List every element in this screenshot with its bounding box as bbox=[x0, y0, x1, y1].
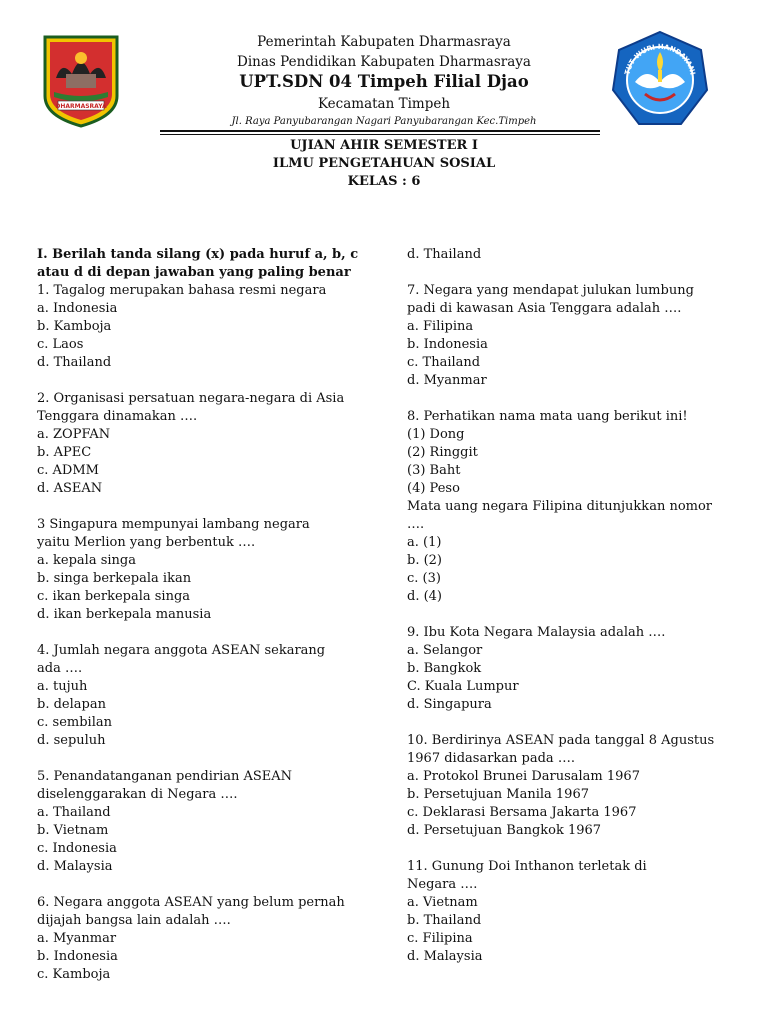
answer-option: d. (4) bbox=[407, 589, 443, 604]
header-divider-thick bbox=[160, 130, 600, 132]
question-text: padi di kawasan Asia Tenggara adalah …. bbox=[407, 301, 682, 316]
currency-item: (2) Ringgit bbox=[407, 445, 478, 460]
answer-option: b. Persetujuan Manila 1967 bbox=[407, 787, 589, 802]
answer-option: a. Myanmar bbox=[37, 931, 117, 946]
answer-option: b. Kamboja bbox=[37, 319, 112, 334]
answer-option: a. (1) bbox=[407, 535, 442, 550]
question-text: 3 Singapura mempunyai lambang negara bbox=[37, 517, 310, 532]
instruction-text: I. Berilah tanda silang (x) pada huruf a, b, c bbox=[37, 247, 359, 262]
question-text: …. bbox=[407, 517, 425, 532]
answer-option: b. Indonesia bbox=[407, 337, 488, 352]
answer-option: c. Deklarasi Bersama Jakarta 1967 bbox=[407, 805, 637, 820]
question-text: diselenggarakan di Negara …. bbox=[37, 787, 238, 802]
blank-line bbox=[407, 840, 747, 858]
answer-option: b. Thailand bbox=[407, 913, 482, 928]
answer-option: b. Indonesia bbox=[37, 949, 118, 964]
exam-title: UJIAN AHIR SEMESTER I bbox=[290, 138, 478, 153]
answer-option: b. delapan bbox=[37, 697, 106, 712]
answer-option: a. ZOPFAN bbox=[37, 427, 111, 442]
exam-class: KELAS : 6 bbox=[347, 174, 421, 189]
header-divider-thin bbox=[160, 134, 600, 135]
answer-option: d. Malaysia bbox=[37, 859, 113, 874]
question-text: ada …. bbox=[37, 661, 83, 676]
question-text: 1. Tagalog merupakan bahasa resmi negara bbox=[37, 283, 327, 298]
government-line: Pemerintah Kabupaten Dharmasraya bbox=[257, 34, 511, 50]
question-text: Tenggara dinamakan …. bbox=[37, 409, 198, 424]
answer-option: c. Laos bbox=[37, 337, 84, 352]
svg-text:DHARMASRAYA: DHARMASRAYA bbox=[55, 103, 107, 110]
answer-option: b. singa berkepala ikan bbox=[37, 571, 192, 586]
answer-option: a. Vietnam bbox=[407, 895, 478, 910]
answer-option: c. Kamboja bbox=[37, 967, 111, 982]
answer-option: c. sembilan bbox=[37, 715, 112, 730]
answer-option: d. Myanmar bbox=[407, 373, 487, 388]
answer-option: c. Filipina bbox=[407, 931, 473, 946]
blank-line bbox=[407, 714, 747, 732]
address-line: Jl. Raya Panyubarangan Nagari Panyubarangan Kec.Timpeh bbox=[231, 116, 537, 127]
school-name: UPT.SDN 04 Timpeh Filial Djao bbox=[239, 72, 529, 91]
svg-text:TUT WURI HANDAYANI: TUT WURI HANDAYANI bbox=[623, 42, 697, 76]
instruction-text: atau d di depan jawaban yang paling benar bbox=[37, 265, 351, 280]
answer-option: C. Kuala Lumpur bbox=[407, 679, 519, 694]
blank-line bbox=[407, 606, 747, 624]
questions-left-column bbox=[37, 246, 382, 984]
answer-option: d. sepuluh bbox=[37, 733, 106, 748]
question-text: 5. Penandatanganan pendirian ASEAN bbox=[37, 769, 293, 784]
question-text: 9. Ibu Kota Negara Malaysia adalah …. bbox=[407, 625, 666, 640]
answer-option: d. Singapura bbox=[407, 697, 492, 712]
answer-option: d. Thailand bbox=[407, 247, 482, 262]
blank-line bbox=[37, 372, 382, 390]
blank-line bbox=[37, 750, 382, 768]
answer-option: c. ikan berkepala singa bbox=[37, 589, 191, 604]
questions-right-column bbox=[407, 246, 747, 966]
answer-option: d. Malaysia bbox=[407, 949, 483, 964]
answer-option: c. (3) bbox=[407, 571, 441, 586]
question-text: 1967 didasarkan pada …. bbox=[407, 751, 575, 766]
answer-option: d. Thailand bbox=[37, 355, 112, 370]
question-text: 4. Jumlah negara anggota ASEAN sekarang bbox=[37, 643, 326, 658]
answer-option: c. Thailand bbox=[407, 355, 481, 370]
currency-item: (3) Baht bbox=[407, 463, 461, 478]
question-text: Negara …. bbox=[407, 877, 478, 892]
question-text: 10. Berdirinya ASEAN pada tanggal 8 Agustus bbox=[407, 733, 715, 748]
blank-line bbox=[37, 876, 382, 894]
answer-option: d. Persetujuan Bangkok 1967 bbox=[407, 823, 602, 838]
answer-option: a. Filipina bbox=[407, 319, 474, 334]
answer-option: a. Protokol Brunei Darusalam 1967 bbox=[407, 769, 640, 784]
answer-option: b. Bangkok bbox=[407, 661, 482, 676]
answer-option: a. kepala singa bbox=[37, 553, 136, 568]
currency-item: (4) Peso bbox=[407, 481, 460, 496]
currency-item: (1) Dong bbox=[407, 427, 465, 442]
answer-option: b. APEC bbox=[37, 445, 92, 460]
question-text: 6. Negara anggota ASEAN yang belum pernah bbox=[37, 895, 345, 910]
answer-option: a. Selangor bbox=[407, 643, 483, 658]
answer-option: b. Vietnam bbox=[37, 823, 109, 838]
exam-subject: ILMU PENGETAHUAN SOSIAL bbox=[272, 156, 496, 171]
answer-option: d. ikan berkepala manusia bbox=[37, 607, 212, 622]
answer-option: b. (2) bbox=[407, 553, 443, 568]
answer-option: a. Thailand bbox=[37, 805, 111, 820]
question-text: 8. Perhatikan nama mata uang berikut ini! bbox=[407, 409, 688, 424]
question-text: yaitu Merlion yang berbentuk …. bbox=[37, 535, 256, 550]
blank-line bbox=[37, 624, 382, 642]
question-text: 11. Gunung Doi Inthanon terletak di bbox=[407, 859, 647, 874]
answer-option: c. Indonesia bbox=[37, 841, 117, 856]
letterhead bbox=[0, 0, 768, 200]
answer-option: c. ADMM bbox=[37, 463, 99, 478]
answer-option: d. ASEAN bbox=[37, 481, 103, 496]
answer-option: a. tujuh bbox=[37, 679, 88, 694]
question-text: Mata uang negara Filipina ditunjukkan nomor bbox=[407, 499, 713, 514]
blank-line bbox=[407, 390, 747, 408]
blank-line bbox=[407, 264, 747, 282]
question-text: 7. Negara yang mendapat julukan lumbung bbox=[407, 283, 694, 298]
question-text: 2. Organisasi persatuan negara-negara di Asia bbox=[37, 391, 345, 406]
district-line: Kecamatan Timpeh bbox=[317, 96, 451, 112]
answer-option: a. Indonesia bbox=[37, 301, 118, 316]
blank-line bbox=[37, 498, 382, 516]
department-line: Dinas Pendidikan Kabupaten Dharmasraya bbox=[237, 54, 531, 70]
question-text: dijajah bangsa lain adalah …. bbox=[37, 913, 231, 928]
